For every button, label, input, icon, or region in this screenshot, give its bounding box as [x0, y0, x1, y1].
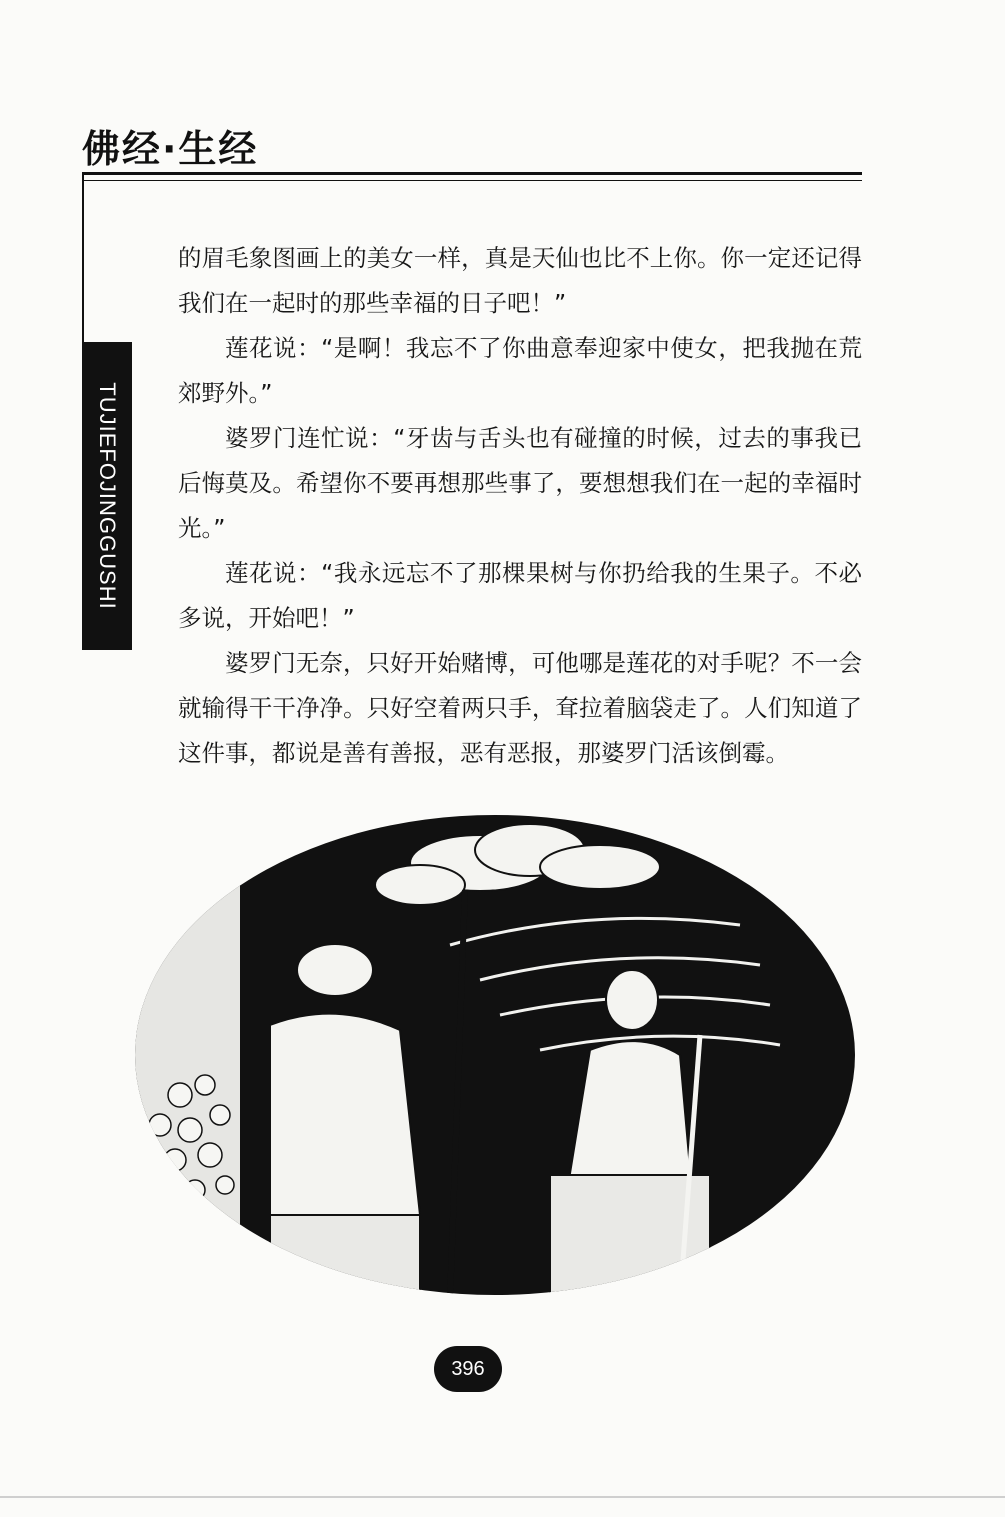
side-tab — [82, 342, 132, 650]
story-illustration — [120, 795, 860, 1300]
paragraph: 婆罗门无奈，只好开始赌博，可他哪是莲花的对手呢？不一会就输得干干净净。只好空着两只手，耷拉着脑袋走了。人们知道了这件事，都说是善有善报，恶有恶报，那婆罗门活该倒霉。 — [178, 649, 862, 767]
page-title: 佛经·生经 — [82, 127, 259, 171]
paragraph: 莲花说：“是啊！我忘不了你曲意奉迎家中使女，把我抛在荒郊野外。” — [178, 334, 862, 407]
paragraph: 莲花说：“我永远忘不了那棵果树与你扔给我的生果子。不必多说，开始吧！” — [178, 559, 862, 632]
scan-edge-line — [0, 1496, 1005, 1498]
paragraph: 婆罗门连忙说：“牙齿与舌头也有碰撞的时候，过去的事我已后悔莫及。希望你不要再想那些事了，要想想我们在一起的幸福时光。” — [178, 424, 862, 542]
body-text — [178, 236, 862, 776]
page-number: 396 — [434, 1346, 502, 1392]
paragraph: 的眉毛象图画上的美女一样，真是天仙也比不上你。你一定还记得我们在一起时的那些幸福的日子吧！” — [178, 244, 862, 317]
side-tab-label: TUJIEFOJINGGUSHI — [95, 382, 120, 610]
stone-wall — [120, 795, 240, 1300]
header-rule-thick — [82, 172, 862, 175]
header-rule-thin — [82, 180, 862, 181]
header-rule-vertical — [82, 172, 84, 342]
